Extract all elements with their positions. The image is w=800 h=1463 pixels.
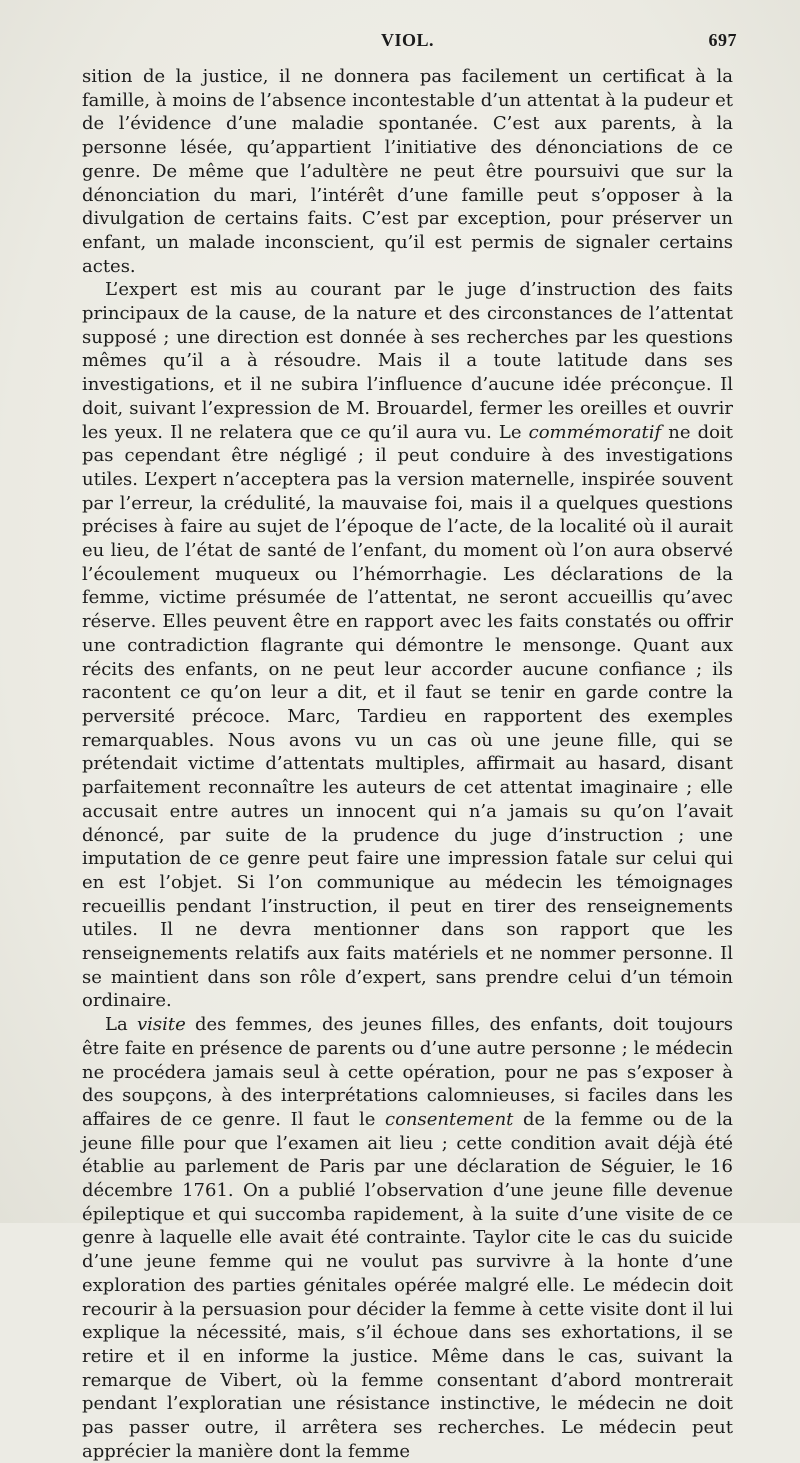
paragraph	[82, 278, 733, 1013]
page-number: 697	[708, 30, 737, 50]
italic-term: commémoratif	[528, 421, 662, 443]
paragraph	[82, 1013, 733, 1463]
text-run: ne doit pas cependant être négligé ; il peut conduire à des investigations utiles. L’expert n’acceptera pas la version maternelle, inspirée souvent par l’erreur, la crédulité, la mauvaise foi, mais il a quelques questions précises à faire au sujet de l’époque de l’acte, de la localité où il aurait eu lieu, de l’état de santé de l’enfant, du moment où l’on aura observé l’écoulement muqueux ou l’hémorrhagie. Les déclarations de la femme, victime présumée de l’attentat, ne seront accueillis qu’avec réserve. Elles peuvent être en rapport avec les faits constatés ou offrir une contradiction flagrante qui démontre le mensonge. Quant aux récits des enfants, on ne peut leur accorder aucune confiance ; ils racontent ce qu’on leur a dit, et il faut se tenir en garde contre la perversité précoce. Marc, Tardieu en rapportent des exemples remarquables. Nous avons vu un cas où une jeune fille, qui se prétendait victime d’attentats multiples, affirmait au hasard, disant parfaitement reconnaître les auteurs de cet attentat imaginaire ; elle accusait entre autres un innocent qui n’a jamais su qu’on l’avait dénoncé, par suite de la prudence du juge d’instruction ; une imputation de ce genre peut faire une impression fatale sur celui qui en est l’objet. Si l’on communique au médecin les témoignages recueillis pendant l’instruction, il peut en tirer des renseignements utiles. Il ne devra mentionner dans son rapport que les renseignements relatifs aux faits matériels et ne nommer personne. Il se maintient dans son rôle d’expert, sans prendre celui d’un témoin ordinaire.	[82, 421, 733, 1012]
italic-term: visite	[136, 1014, 186, 1036]
text-run: L’expert est mis au courant par le juge d’instruction des faits principaux de la cause, de la nature et des circonstances de l’attentat supposé ; une direction est donnée à ses recherches par les questions mêmes qu’il a à résoudre. Mais il a toute latitude dans ses investigations, et il ne subira l’influence d’aucune idée préconçue. Il doit, suivant l’expression de M. Brouardel, fermer les oreilles et ouvrir les yeux. Il ne relatera que ce qu’il aura vu. Le	[82, 279, 733, 443]
text-run: des femmes, des jeunes filles, des enfants, doit toujours être faite en présence de parents ou d’une autre personne ; le médecin ne procédera jamais seul à cette opération, pour ne pas s’exposer à des soupçons, à des interprétations calomnieuses, si faciles dans les affaires de ce genre. Il faut le	[82, 1014, 733, 1130]
running-title: VIOL.	[380, 30, 434, 50]
text-run: sition de la justice, il ne donnera pas facilement un certificat à la famille, à moins de l’absence incontestable d’un attentat à la pudeur et de l’évidence d’une maladie spontanée. C’est aux parents, à la personne lésée, qu’appartient l’initiative des dénonciations de ce genre. De même que l’adultère ne peut être poursuivi que sur la dénonciation du mari, l’intérêt d’une famille peut s’opposer à la divulgation de certains faits. C’est par exception, pour préserver un enfant, un malade inconscient, qu’il est permis de signaler certains actes.	[82, 66, 733, 277]
italic-term: consentement	[384, 1108, 514, 1130]
running-head	[82, 30, 737, 52]
text-run: de la femme ou de la jeune fille pour que l’examen ait lieu ; cette condition avait déjà été établie au parlement de Paris par une déclaration de Séguier, le 16 décembre 1761. On a publié l’observation d’une jeune fille devenue épileptique et qui succomba rapidement, à la suite d’une visite de ce genre à laquelle elle avait été contrainte. Taylor cite le cas du suicide d’une jeune femme qui ne voulut pas survivre à la honte d’une exploration des parties génitales opérée malgré elle. Le médecin doit recourir à la persuasion pour décider la femme à cette visite dont il lui explique la nécessité, mais, s’il échoue dans ses exhortations, il se retire et il en informe la justice. Même dans le cas, suivant la remarque de Vibert, où la femme consentant d’abord montrerait pendant l’exploratian une résistance instinctive, le médecin ne doit pas passer outre, il arrêtera ses recherches. Le médecin peut apprécier la manière dont la femme	[82, 1108, 733, 1462]
body-text	[82, 65, 733, 1463]
paragraph	[82, 65, 733, 278]
text-run: La	[105, 1014, 137, 1036]
